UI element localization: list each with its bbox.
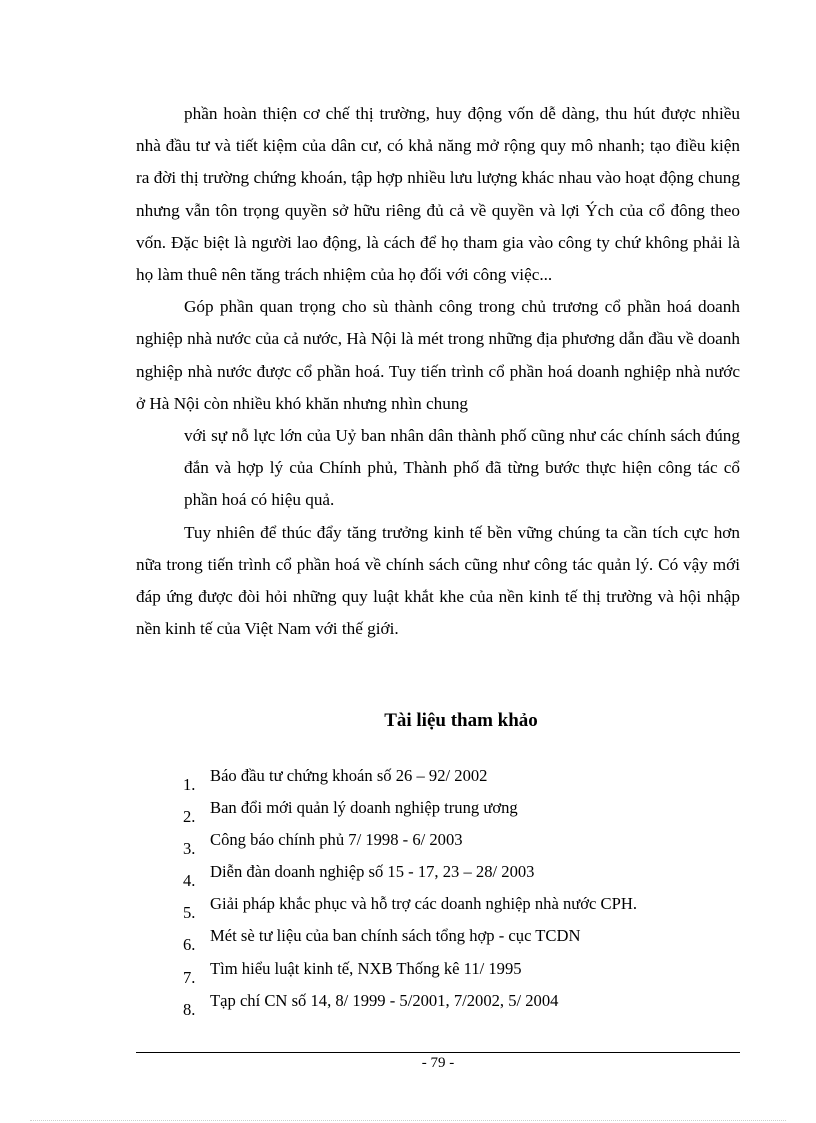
reference-item [183,764,743,796]
reference-number: 1. [183,775,196,794]
reference-item [183,860,743,892]
reference-number: 4. [183,871,196,891]
reference-text: Công báo chính phủ 7/ 1998 - 6/ 2003 [210,830,463,850]
page-number: - 79 - [421,1055,455,1071]
reference-item [183,989,743,1021]
reference-item [183,892,743,924]
paragraph: phần hoàn thiện cơ chế thị trường, huy động vốn dễ dàng, thu hút được nhiều nhà đầu tư và tiết kiệm của dân cư, có khả năng mở rộng quy mô nhanh; tạo điều kiện ra đời thị trường chứng khoán, tập hợp nhiều lưu lượng khác nhau vào hoạt động chung nhưng vẫn tôn trọng quyền sở hữu riêng đủ cả về quyền và lợi Ých của cổ đông theo vốn. Đặc biệt là người lao động, là cách để họ tham gia vào công ty chứ không phải là họ làm thuê nên tăng trách nhiệm của họ đối với công việc... [136,104,740,285]
footer-divider [136,1052,740,1053]
references-list [183,764,743,1021]
reference-item [183,957,743,989]
reference-text: Giải pháp khắc phục và hỗ trợ các doanh nghiệp nhà nước CPH. [210,894,637,914]
reference-item [183,924,743,956]
reference-text: Diễn đàn doanh nghiệp số 15 - 17, 23 – 28/ 2003 [210,862,535,882]
reference-number: 6. [183,935,196,955]
reference-text: Tìm hiểu luật kinh tế, NXB Thống kê 11/ 1995 [210,958,522,978]
reference-text: Ban đổi mới quản lý doanh nghiệp trung ương [210,798,518,818]
reference-number: 5. [183,903,196,923]
reference-number: 7. [183,967,196,987]
paragraph: Tuy nhiên để thúc đẩy tăng trưởng kinh tế bền vững chúng ta cần tích cực hơn nữa trong tiến trình cổ phần hoá về chính sách cũng như công tác quản lý. Có vậy mới đáp ứng được đòi hỏi những quy luật khắt khe của nền kinh tế thị trường và hội nhập nền kinh tế của Việt Nam với thế giới. [136,522,740,639]
reference-text: Tạp chí CN số 14, 8/ 1999 - 5/2001, 7/2002, 5/ 2004 [210,990,559,1010]
paragraph: Góp phần quan trọng cho sù thành công trong chủ trương cổ phần hoá doanh nghiệp nhà nước của cả nước, Hà Nội là mét trong những địa phương dẫn đầu về doanh nghiệp nhà nước được cổ phần hoá. Tuy tiến trình cổ phần hoá doanh nghiệp nhà nước ở Hà Nội còn nhiều khó khăn nhưng nhìn chung [136,297,740,413]
page-bottom-edge [30,1120,786,1121]
reference-number: 3. [183,839,196,859]
reference-item [183,828,743,860]
reference-text: Mét sè tư liệu của ban chính sách tổng hợp - cục TCDN [210,926,581,946]
body-text [136,98,740,645]
references-title: Tài liệu tham khảo [384,710,538,731]
reference-text: Báo đầu tư chứng khoán số 26 – 92/ 2002 [210,766,488,785]
paragraph: với sự nỗ lực lớn của Uỷ ban nhân dân thành phố cũng như các chính sách đúng đắn và hợp lý của Chính phủ, Thành phố đã từng bước thực hiện công tác cổ phần hoá có hiệu quả. [184,426,740,510]
reference-number: 8. [183,999,196,1019]
reference-item [183,796,743,828]
reference-number: 2. [183,807,196,827]
